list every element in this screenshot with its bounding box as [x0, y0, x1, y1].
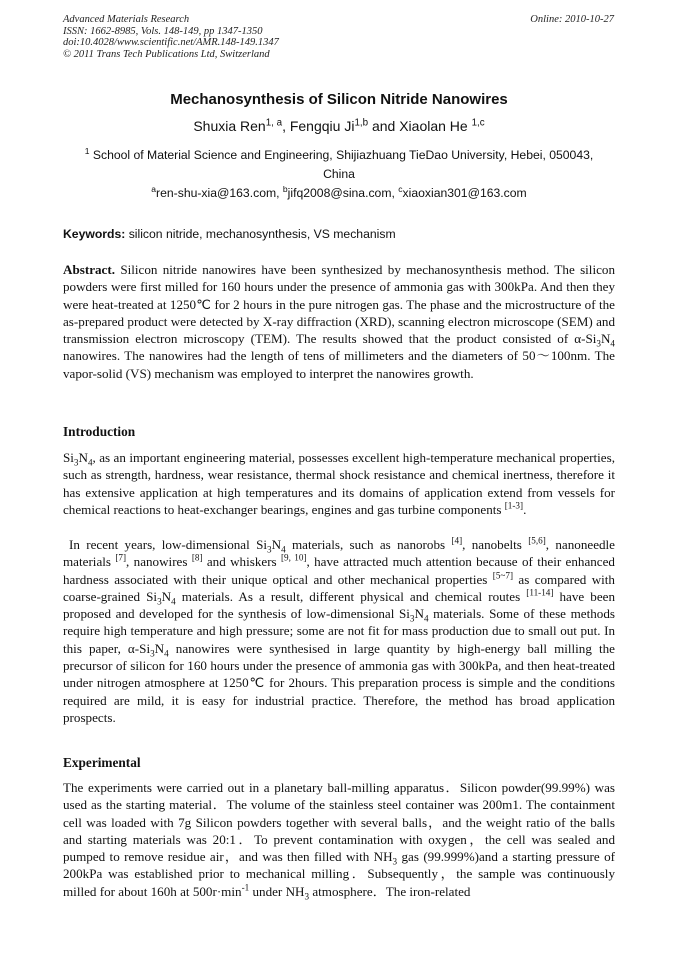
- copyright-line: © 2011 Trans Tech Publications Ltd, Switzerland: [63, 48, 270, 60]
- email-link[interactable]: jifq2008@sina.com,: [287, 186, 399, 200]
- journal-name: Advanced Materials Research: [63, 14, 190, 25]
- intro-paragraph-1: $Si_3N_4$, as an important engineering material, possesses excellent high-temperature mechanical properties, such as strength, hardness, wear resistance, thermal shock resistance and chemical inertness, therefore it has extensive application at high temperatures and its domains of application extend from vessels for chemical reactions to heat-exchanger bearings, engines and gas turbine components [1-3].: [63, 450, 615, 517]
- journal-header: [63, 14, 279, 60]
- intro-paragraph-2: In recent years, low-dimensional $Si_3N_4$ materials, such as nanorobs [4], nanobelts [5,6], nanoneedle materials [7], nanowires [8] and whiskers [9, 10], have attracted much attention because of their enhanced hardness associated with their unique optical and other mechanical properties [5~7] as compared with coarse-grained $Si_3N_4$ materials. As a result, different physical and chemical routes [11-14] have been proposed and developed for the synthesis of low-dimensional $Si_3N_4$ materials. Some of these methods require high temperature and high pressure; some are not fit for mass production due to small out put. In this paper, $\alpha-Si_3N_4$ nanowires were synthesised in large quantity by high-energy ball milling the precursor of silicon for 160 hours under the presence of ammonia gas with 300kPa, and then heat-treated under nitrogen atmosphere at 1250℃ for 2hours. This preparation process is simple and the conditions required are mild, it is easy for industrial practice. Therefore, the method has broad application prospects.: [63, 535, 615, 725]
- author-emails: [0, 183, 678, 200]
- doi-line: doi:10.4028/www.scientific.net/AMR.148-149.1347: [63, 37, 279, 48]
- email-mark: b: [282, 183, 288, 194]
- keywords: [63, 227, 615, 241]
- email-link[interactable]: ren-shu-xia@163.com,: [156, 186, 283, 200]
- affiliation-text: School of Material Science and Engineering, Shijiazhuang TieDao University, Hebei, 050043, China: [92, 148, 594, 181]
- affiliation: [78, 146, 600, 184]
- author-affil-mark: 1, a: [265, 117, 283, 129]
- author-conjunction: and: [371, 118, 396, 134]
- experimental-paragraph-1: The experiments were carried out in a planetary ball-milling apparatus．Silicon powder(99.99%) was used as the starting material．The volume of the stainless steel container was 200m1. The containment cell was loaded with 7g Silicon powders together with several balls，and the weight ratio of the balls and starting materials was 20:1．To prevent contamination with oxygen，the cell was sealed and pumped to remove residue air，and was then filled with $NH_3$ gas (99.999%)and a starting pressure of 200kPa was established prior to mechanical milling．Subsequently，the sample was continuously milled for about 160h at $500r\cdot\min^{-1}$ under $NH_3$ atmosphere．The iron-related: [63, 780, 615, 902]
- experimental-heading: Experimental: [63, 755, 141, 770]
- author-name: Xiaolan He: [399, 118, 468, 134]
- paper-title: Mechanosynthesis of Silicon Nitride Nanowires: [170, 91, 508, 108]
- abstract-label: Abstract.: [63, 262, 115, 277]
- affiliation-mark: 1: [84, 145, 90, 156]
- author-list: Shuxia Ren$^{1, a}$, Fengqiu Ji$^{1,b}$ and Xiaolan He $^{1,c}$: [193, 117, 485, 134]
- author-name: Fengqiu Ji: [289, 118, 355, 134]
- abstract-text: Silicon nitride nanowires have been synthesized by mechanosynthesis method. The silicon powders were first milled for 160 hours under the presence of ammonia gas with 300kPa. And then they were heat-treated at 1250℃ for 2 hours in the pure nitrogen gas. The phase and the microstructure of the as-prepared product were detected by X-ray diffraction (XRD), scanning electron microscope (SEM) and transmission electron microscopy (TEM). The results showed that the product consisted of $\alpha-Si_3N_4$ nanowires. The nanowires had the length of tens of millimeters and the diameters of 50～100nm. The vapor-solid (VS) mechanism was employed to interpret the nanowires growth.: [63, 262, 615, 381]
- introduction-heading: Introduction: [63, 424, 136, 439]
- author-name: Shuxia Ren: [193, 118, 266, 134]
- email-mark: a: [151, 183, 157, 194]
- keywords-text: silicon nitride, mechanosynthesis, VS mechanism: [128, 227, 396, 241]
- online-date: Online: 2010-10-27: [530, 14, 614, 25]
- author-affil-mark: 1,b: [354, 117, 369, 129]
- abstract: [63, 261, 615, 382]
- keywords-label: Keywords:: [63, 227, 126, 241]
- email-mark: c: [398, 183, 403, 194]
- issn-line: ISSN: 1662-8985, Vols. 148-149, pp 1347-1350: [63, 25, 263, 37]
- email-link[interactable]: xiaoxian301@163.com: [402, 186, 527, 200]
- author-affil-mark: 1,c: [471, 117, 485, 129]
